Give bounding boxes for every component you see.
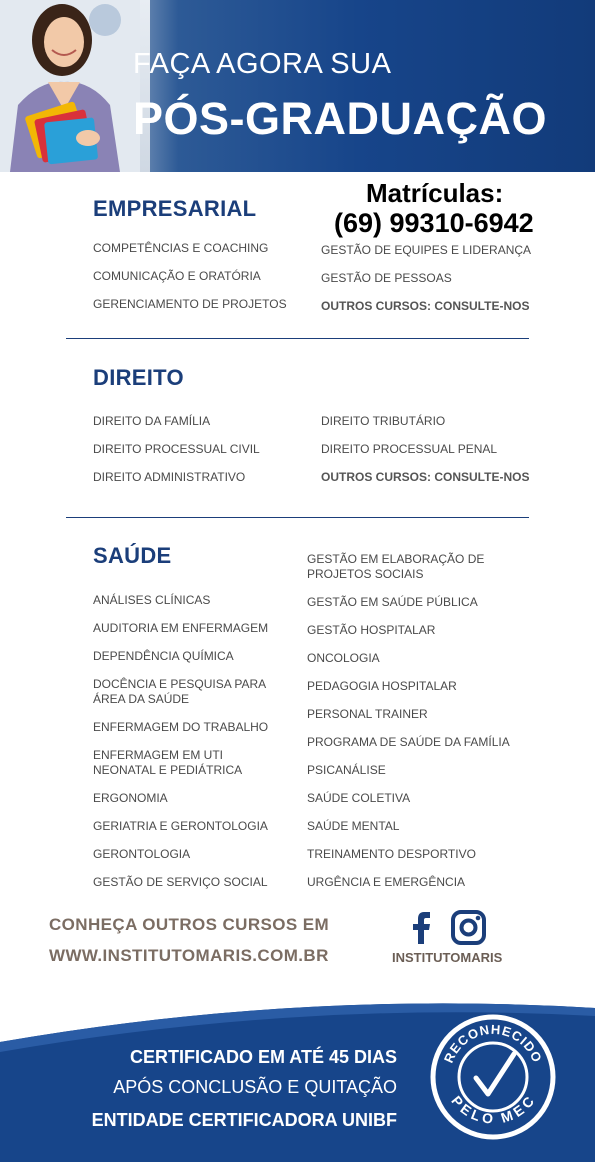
more-courses-note: OUTROS CURSOS: CONSULTE-NOS: [321, 299, 530, 313]
course-item: SAÚDE MENTAL: [307, 819, 400, 833]
more-courses-note: OUTROS CURSOS: CONSULTE-NOS: [321, 470, 530, 484]
course-item: PERSONAL TRAINER: [307, 707, 428, 721]
course-item: DIREITO ADMINISTRATIVO: [93, 470, 246, 484]
course-item: GESTÃO DE SERVIÇO SOCIAL: [93, 875, 268, 889]
section-title-empresarial: EMPRESARIAL: [93, 196, 257, 221]
course-item: ANÁLISES CLÍNICAS: [93, 593, 211, 607]
course-item: DIREITO TRIBUTÁRIO: [321, 414, 446, 428]
course-item: PSICANÁLISE: [307, 763, 386, 777]
course-item: ENFERMAGEM DO TRABALHO: [93, 720, 269, 734]
course-item: GESTÃO EM ELABORAÇÃO DE PROJETOS SOCIAIS: [307, 552, 485, 581]
header-banner: [0, 0, 595, 172]
facebook-icon[interactable]: [413, 912, 430, 944]
course-item: GERIATRIA E GERONTOLOGIA: [93, 819, 268, 833]
certificate-condition: APÓS CONCLUSÃO E QUITAÇÃO: [113, 1077, 397, 1097]
course-item: DIREITO DA FAMÍLIA: [93, 414, 211, 428]
enrollment-phone[interactable]: (69) 99310-6942: [334, 208, 534, 238]
student-photo: [0, 0, 140, 172]
section-divider: [66, 517, 529, 518]
course-item: ENFERMAGEM EM UTI NEONATAL E PEDIÁTRICA: [93, 748, 243, 777]
instagram-icon[interactable]: [453, 912, 484, 943]
header-title: PÓS-GRADUAÇÃO: [133, 93, 548, 144]
certifying-entity: ENTIDADE CERTIFICADORA UNIBF: [91, 1110, 397, 1130]
mec-recognition-seal: [428, 1012, 558, 1142]
course-item: PROGRAMA DE SAÚDE DA FAMÍLIA: [307, 735, 510, 749]
course-item: GESTÃO EM SAÚDE PÚBLICA: [307, 595, 478, 609]
course-item: GESTÃO HOSPITALAR: [307, 623, 436, 637]
course-item: AUDITORIA EM ENFERMAGEM: [93, 621, 269, 635]
course-item: COMUNICAÇÃO E ORATÓRIA: [93, 269, 261, 283]
more-courses-heading: CONHEÇA OUTROS CURSOS EM: [49, 915, 330, 934]
course-item: URGÊNCIA E EMERGÊNCIA: [307, 875, 466, 889]
enrollment-label: Matrículas:: [366, 178, 504, 208]
course-item: ERGONOMIA: [93, 791, 168, 805]
certificate-deadline: CERTIFICADO EM ATÉ 45 DIAS: [129, 1047, 397, 1067]
course-item: DOCÊNCIA E PESQUISA PARA ÁREA DA SAÚDE: [93, 677, 266, 706]
course-item: DEPENDÊNCIA QUÍMICA: [93, 649, 234, 663]
course-item: GERENCIAMENTO DE PROJETOS: [93, 297, 287, 311]
course-item: SAÚDE COLETIVA: [307, 791, 411, 805]
website-link[interactable]: WWW.INSTITUTOMARIS.COM.BR: [49, 946, 329, 965]
course-item: GESTÃO DE PESSOAS: [321, 271, 452, 285]
course-item: DIREITO PROCESSUAL CIVIL: [93, 442, 260, 456]
course-item: GERONTOLOGIA: [93, 847, 191, 861]
checkmark-icon: [476, 1054, 514, 1094]
course-item: PEDAGOGIA HOSPITALAR: [307, 679, 457, 693]
social-handle[interactable]: INSTITUTOMARIS: [392, 950, 503, 965]
course-item: TREINAMENTO DESPORTIVO: [307, 847, 476, 861]
course-item: DIREITO PROCESSUAL PENAL: [321, 442, 498, 456]
seal-top-text: RECONHECIDO: [440, 1021, 546, 1066]
seal-bottom-text: PELO MEC: [448, 1092, 538, 1127]
section-title-saude: SAÚDE: [93, 543, 172, 568]
header-subtitle: FAÇA AGORA SUA: [133, 48, 392, 80]
course-item: GESTÃO DE EQUIPES E LIDERANÇA: [321, 243, 532, 257]
course-item: COMPETÊNCIAS E COACHING: [93, 241, 269, 255]
course-item: ONCOLOGIA: [307, 651, 380, 665]
section-divider: [66, 338, 529, 339]
section-title-direito: DIREITO: [93, 365, 184, 390]
